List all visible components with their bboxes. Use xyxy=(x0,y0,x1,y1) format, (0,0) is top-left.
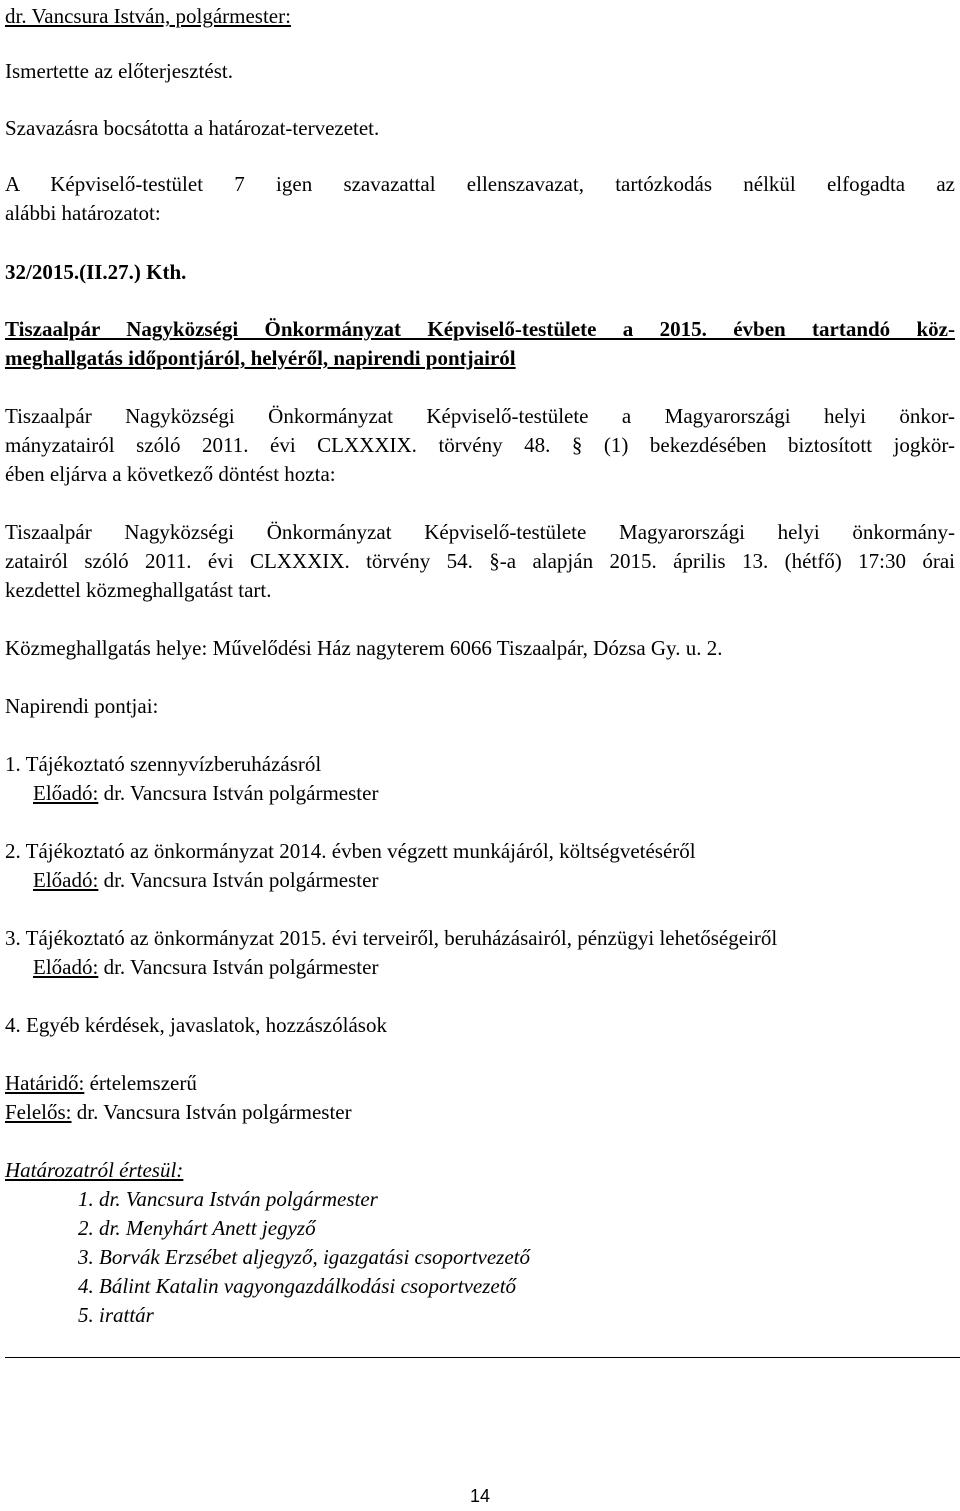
resolution-para2-line-1: Tiszaalpár Nagyközségi Önkormányzat Képviselő-testülete Magyarországi helyi önkormány- xyxy=(5,520,955,544)
deadline-value: értelemszerű xyxy=(84,1071,197,1095)
intro-presented: Ismertette az előterjesztést. xyxy=(5,59,233,83)
agenda-item-2-presenter xyxy=(33,866,378,895)
responsible-value: dr. Vancsura István polgármester xyxy=(71,1100,352,1124)
page-number: 14 xyxy=(469,1486,491,1506)
deadline-label: Határidő: xyxy=(5,1071,85,1095)
intro-vote-called: Szavazásra bocsátotta a határozat-tervezetet. xyxy=(5,116,380,140)
resolution-title-line-1: Tiszaalpár Nagyközségi Önkormányzat Képviselő-testülete a 2015. évben tartandó köz- xyxy=(5,317,955,341)
presenter-name: dr. Vancsura István polgármester xyxy=(98,781,379,805)
presenter-label: Előadó: xyxy=(33,868,99,892)
resolution-para1-line-1: Tiszaalpár Nagyközségi Önkormányzat Képviselő-testülete a Magyarországi helyi önkor- xyxy=(5,404,955,428)
presenter-name: dr. Vancsura István polgármester xyxy=(98,868,379,892)
agenda-item-3-presenter xyxy=(33,953,378,982)
resolution-para1-line-3: ében eljárva a következő döntést hozta: xyxy=(5,462,336,486)
notified-heading: Határozatról értesül: xyxy=(5,1158,184,1182)
notified-item: 5. irattár xyxy=(78,1303,154,1327)
presenter-label: Előadó: xyxy=(33,781,99,805)
agenda-item-2-title: 2. Tájékoztató az önkormányzat 2014. évben végzett munkájáról, költségvetéséről xyxy=(5,839,696,863)
agenda-item-1-presenter xyxy=(33,779,378,808)
agenda-item-3-title: 3. Tájékoztató az önkormányzat 2015. évi terveiről, beruházásairól, pénzügyi lehetőségeiről xyxy=(5,926,778,950)
responsible-line xyxy=(5,1098,955,1127)
resolution-para1-line-2: mányzatairól szóló 2011. évi CLXXXIX. törvény 48. § (1) bekezdésében biztosított jogkör- xyxy=(5,433,955,457)
resolution-title-line-2: meghallgatás időpontjáról, helyéről, napirendi pontjairól xyxy=(5,346,516,370)
vote-result-line-2: alábbi határozatot: xyxy=(5,201,161,225)
presenter-name: dr. Vancsura István polgármester xyxy=(98,955,379,979)
agenda-heading: Napirendi pontjai: xyxy=(5,694,159,718)
notified-item: 3. Borvák Erzsébet aljegyző, igazgatási csoportvezető xyxy=(78,1245,531,1269)
venue-line: Közmeghallgatás helye: Művelődési Ház nagyterem 6066 Tiszaalpár, Dózsa Gy. u. 2. xyxy=(5,636,723,660)
presenter-label: Előadó: xyxy=(33,955,99,979)
separator-line xyxy=(5,1357,960,1358)
vote-result-line-1: A Képviselő-testület 7 igen szavazattal ellenszavazat, tartózkodás nélkül elfogadta az xyxy=(5,172,955,196)
agenda-item-1-title: 1. Tájékoztató szennyvízberuházásról xyxy=(5,752,322,776)
resolution-para2-line-3: kezdettel közmeghallgatást tart. xyxy=(5,578,272,602)
responsible-label: Felelős: xyxy=(5,1100,72,1124)
deadline-line xyxy=(5,1069,955,1098)
notified-item: 1. dr. Vancsura István polgármester xyxy=(78,1187,378,1211)
speaker-heading: dr. Vancsura István, polgármester: xyxy=(5,4,291,28)
resolution-para2-line-2: zatairól szóló 2011. évi CLXXXIX. törvény 54. §-a alapján 2015. április 13. (hétfő) 17:30 órai xyxy=(5,549,955,573)
notified-item: 4. Bálint Katalin vagyongazdálkodási csoportvezető xyxy=(78,1274,517,1298)
agenda-item-4-title: 4. Egyéb kérdések, javaslatok, hozzászólások xyxy=(5,1013,387,1037)
notified-item: 2. dr. Menyhárt Anett jegyző xyxy=(78,1216,316,1240)
resolution-number: 32/2015.(II.27.) Kth. xyxy=(5,260,187,284)
